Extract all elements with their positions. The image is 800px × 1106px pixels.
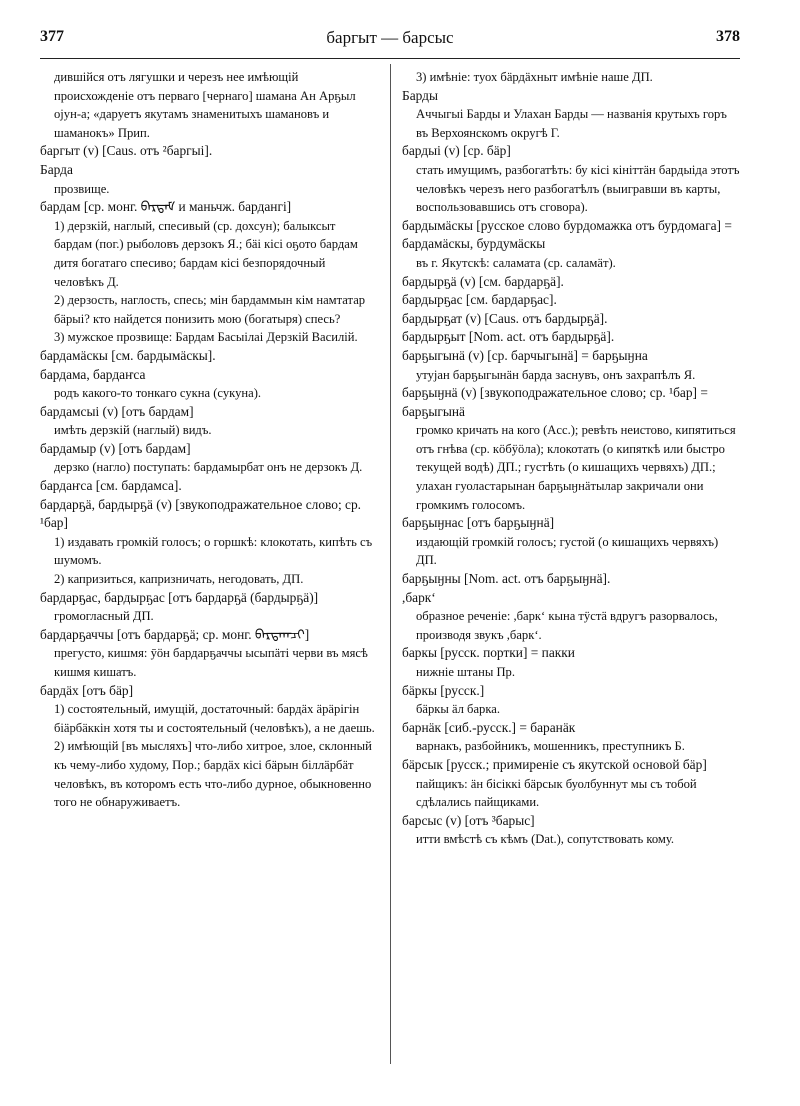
dictionary-definition: образное реченіе: ,барк‘ кына тÿстä вдругъ разорвалось, производя звукъ ,барк‘. [416, 609, 718, 642]
dictionary-definition: прегусто, кишмя: ӯöн бардарҕаччы ысыпäті черви въ мясѣ кишмя кишатъ. [54, 646, 368, 679]
dictionary-definition: Аччыгыі Барды и Улахан Барды — названія крутыхъ горъ въ Верхоянскомъ округѣ Г. [416, 107, 727, 140]
running-head: баргыт — барсыс [326, 28, 454, 47]
right-column [402, 68, 740, 849]
dictionary-definition: бäркы äл барка. [416, 702, 501, 717]
dictionary-headword-line: бардам [ср. монг. ᠪᠠᠷᠳᠠᠮ и маньчж. бардангі] [40, 199, 292, 215]
dictionary-definition: 2) имѣющій [въ мысляхъ] что-либо хитрое, злое, склонный къ чему-либо худому, Пор.; бардäх кісі бäрын біллäрбäт человѣкъ, въ которомъ есть что-либо дурное, обыкновенно того не обнаруживаетъ. [54, 739, 372, 810]
page-header [40, 22, 740, 52]
dictionary-headword-line: ,барк‘ [402, 589, 436, 605]
dictionary-definition: пайщикъ: äн бісіккі бäрсык буолбуннут мы съ тобой сдѣлались пайщиками. [416, 776, 697, 810]
dictionary-definition: 1) состоятельный, имущій, достаточный: бардäх äрäрігін біäрбäккін хотя ты и состоятельный (человѣкъ), а не даешь. [54, 702, 375, 735]
dictionary-definition: нижніе штаны Пр. [416, 665, 515, 679]
dictionary-headword-line: бардарҕä, бардырҕä (v) [звукоподражательное слово; ср. ¹бар] [40, 496, 362, 531]
left-column [40, 68, 375, 812]
dictionary-headword-line: Барда [40, 161, 73, 177]
dictionary-headword-line: бардымäскы [русское слово бурдомажка отъ бурдомага] = бардамäскы, бурдумäскы [402, 217, 732, 252]
dictionary-definition: родъ какого-то тонкаго сукна (сукуна). [54, 386, 262, 401]
dictionary-definition: прозвище. [54, 181, 110, 196]
dictionary-headword-line: бардама, бардаҥса [40, 366, 146, 382]
header-rule [40, 58, 740, 59]
dictionary-definition: въ г. Якутскѣ: саламата (ср. саламäт). [416, 255, 616, 270]
dictionary-headword-line: баргыт (v) [Caus. отъ ²баргыі]. [40, 143, 213, 159]
dictionary-headword-line: бардäх [отъ бäр] [40, 682, 134, 698]
dictionary-headword-line: бардырҕат (v) [Caus. отъ бардырҕä]. [402, 310, 608, 326]
dictionary-definition: итти вмѣстѣ съ кѣмъ (Dat.), сопутствовать кому. [416, 832, 675, 847]
dictionary-headword-line: барҕыӈнас [отъ барҕыӈнä] [402, 515, 555, 531]
dictionary-headword-line: бардамыр (v) [отъ бардам] [40, 440, 191, 456]
dictionary-definition: дерзко (нагло) поступать: бардамырбат онъ не дерзокъ Д. [54, 460, 363, 475]
dictionary-headword-line: бардарҕас, бардырҕас [отъ бардарҕä (бардырҕä)] [40, 589, 319, 605]
dictionary-headword-line: бардаҥса [см. бардамса]. [40, 478, 182, 494]
dictionary-headword-line: бардарҕаччы [отъ бардарҕä; ср. монг. ᠪᠠᠷᠳᠠᠭᠴᠢ] [40, 626, 310, 642]
dictionary-headword-line: бардырҕыт [Nom. act. отъ бардырҕä]. [402, 329, 615, 345]
dictionary-headword-line: бардырҕä (v) [см. бардарҕä]. [402, 273, 564, 289]
dictionary-headword-line: барҕыгынä (v) [ср. барчыгынä] = барҕыӈна [402, 347, 648, 363]
dictionary-definition: утуjан барҕыгынäн барда заснувъ, онъ захрапѣлъ Я. [416, 367, 696, 382]
dictionary-definition: 1) издавать громкій голосъ; о горшкѣ: клокотать, кипѣть съ шумомъ. [54, 534, 373, 568]
dictionary-definition: стать имущимъ, разбогатѣть: бу кісі кініттäн бардыіда этотъ человѣкъ черезъ него разбогатѣлъ (выигравши въ карты, воспользовавшись отъ сговора). [416, 162, 740, 215]
dictionary-definition: 2) дерзость, наглость, спесь; мін бардаммын кім намтатар бäрыі? кто найдется понизить мою (богатыря) спесь? [54, 293, 366, 326]
dictionary-definition: 3) имѣніе: туох бäрдäхныт имѣніе наше ДП. [416, 70, 653, 84]
dictionary-definition: имѣть дерзкій (наглый) видъ. [54, 423, 212, 438]
dictionary-headword-line: бардамсыі (v) [отъ бардам] [40, 403, 194, 419]
dictionary-headword-line: барсыс (v) [отъ ³барыс] [402, 812, 535, 828]
dictionary-headword-line: бардамäскы [см. бардымäскы]. [40, 347, 216, 363]
dictionary-headword-line: бäркы [русск.] [402, 682, 485, 698]
dictionary-headword-line: Барды [402, 87, 438, 103]
dictionary-headword-line: барнäк [сиб.-русск.] = баранäк [402, 719, 576, 735]
dictionary-definition: дившійся отъ лягушки и черезъ нее имѣющій происхожденіе отъ перваго [чернаго] шамана Ан Арҕыл ојун-а; «даруетъ якутамъ знаменитыхъ шамановъ и шаманокъ» Прип. [54, 70, 356, 140]
column-divider [390, 64, 391, 1064]
dictionary-headword-line: баркы [русск. портки] = пакки [402, 645, 575, 661]
dictionary-definition: 1) дерзкій, наглый, спесивый (ср. дохсун); балыксыт бардам (пог.) рыболовъ дерзокъ Я.; бäі кісі оҕото бардам дитя богатаго спесиво; бардам кісі безпорядочный человѣкъ Д. [54, 218, 358, 289]
dictionary-definition: громко кричать на кого (Acc.); ревѣть неистово, кипятиться отъ гнѣва (ср. кöбÿöла); клокотать (о кипяткѣ или быстро текущей водѣ) ДП.; густѣть (о кишащихъ червяхъ) ДП.; улахан гуоластарынан барҕыӈнäтылар закричали они громкимъ голосомъ. [416, 423, 736, 512]
dictionary-headword-line: бардыі (v) [ср. бäр] [402, 143, 511, 159]
dictionary-headword-line: барҕыӈны [Nom. act. отъ барҕыӈнä]. [402, 571, 611, 587]
dictionary-definition: 3) мужское прозвище: Бардам Басыілаі Дерзкій Василій. [54, 330, 358, 345]
dictionary-definition: варнакъ, разбойникъ, мошенникъ, преступникъ Б. [416, 739, 685, 754]
dictionary-definition: издающій громкій голосъ; густой (о кишащихъ червяхъ) ДП. [416, 534, 719, 568]
dictionary-definition: 2) капризиться, капризничать, негодовать, ДП. [54, 572, 304, 587]
page-number-right: 378 [716, 28, 740, 45]
dictionary-headword-line: бардырҕас [см. бардарҕас]. [402, 292, 557, 308]
dictionary-headword-line: бäрсык [русск.; примиреніе съ якутской основой бäр] [402, 756, 707, 772]
dictionary-definition: громогласный ДП. [54, 609, 154, 624]
page-number-left: 377 [40, 28, 64, 45]
dictionary-headword-line: барҕыӈнä (v) [звукоподражательное слово; ср. ¹бар] = барҕыгынä [402, 385, 708, 419]
